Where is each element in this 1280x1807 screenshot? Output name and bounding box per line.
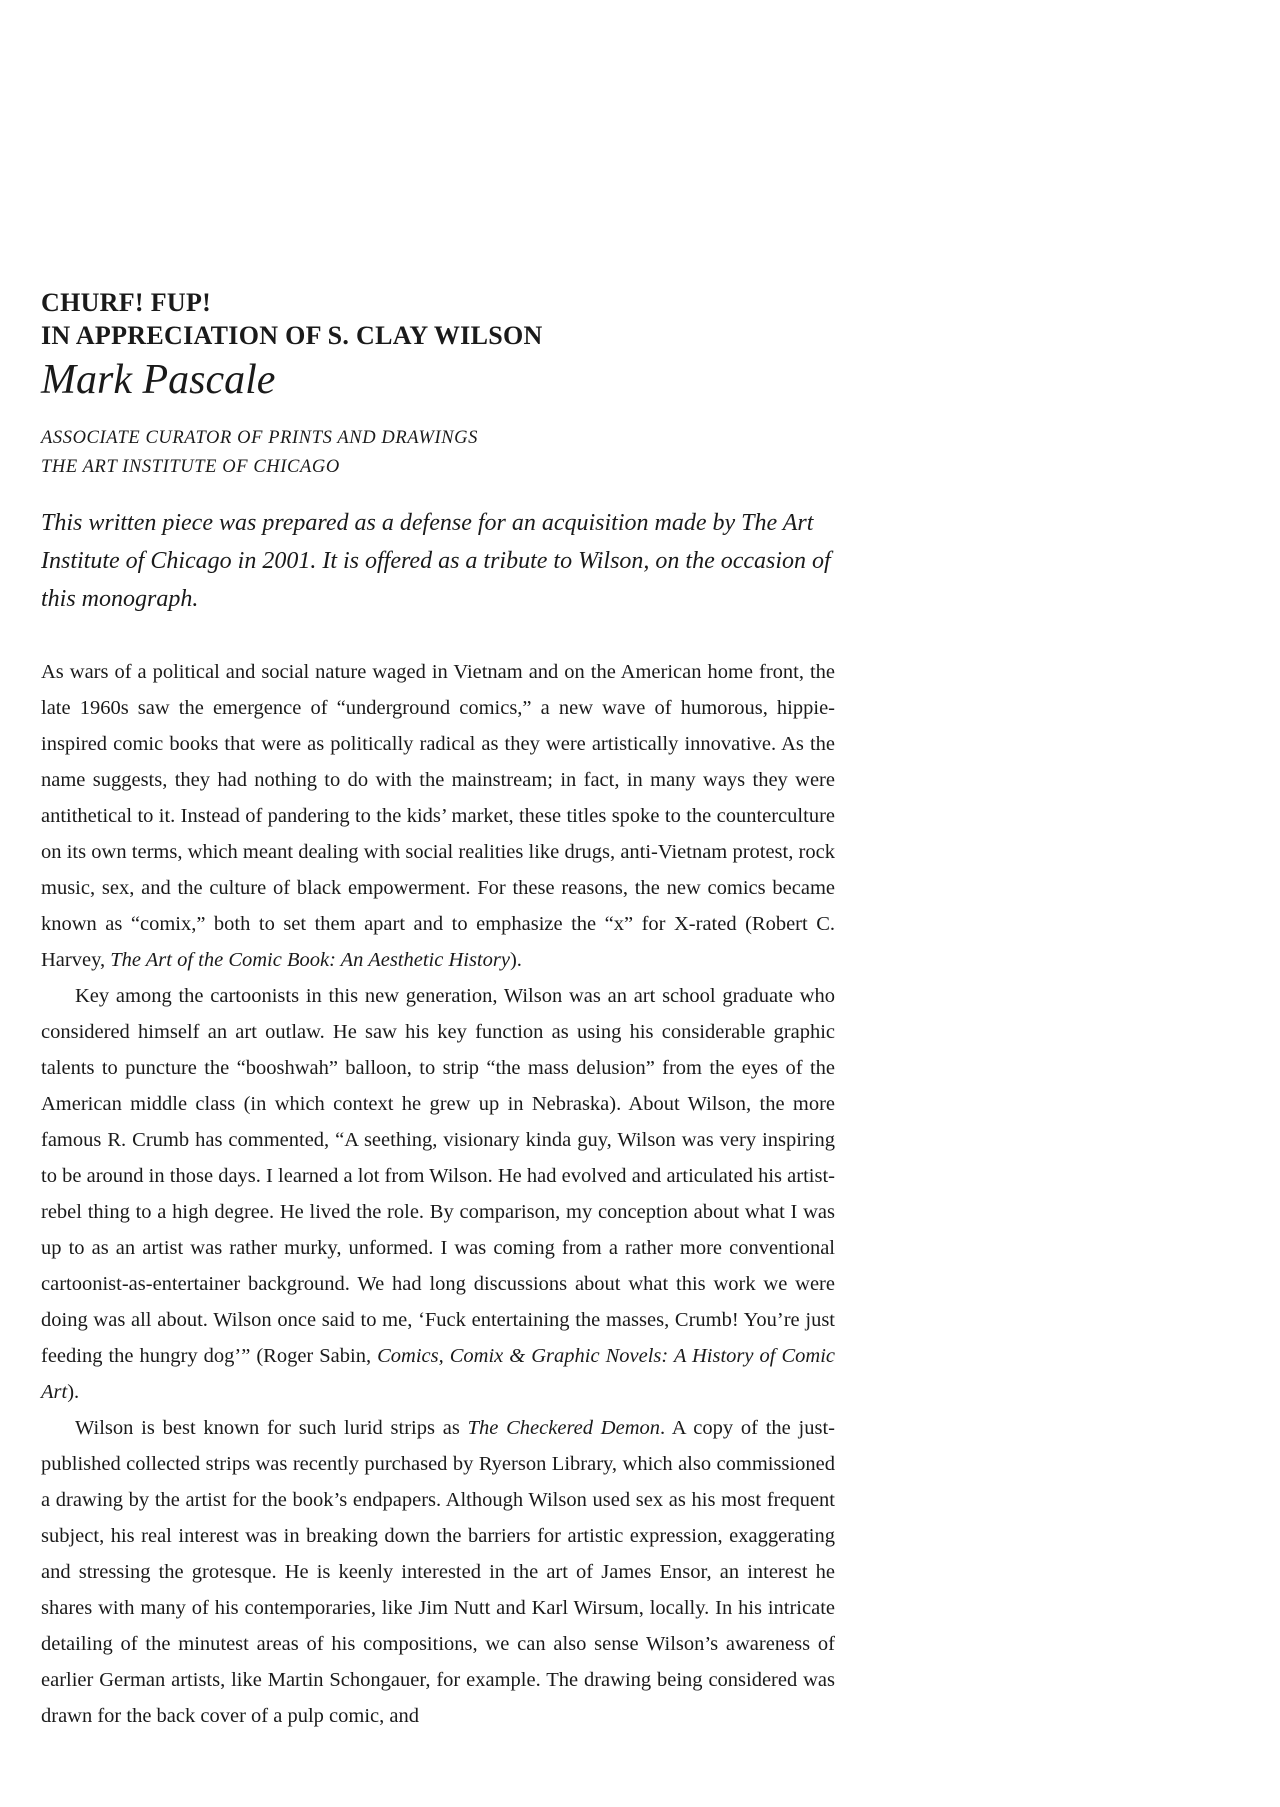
paragraph-3 (41, 1410, 835, 1734)
paragraph-2 (41, 978, 835, 1410)
paragraph-3-rest: . A copy of the just-published collected strips was recently purchased by Ryerson Library, which also commissioned a drawing by the artist for the book’s endpapers. Although Wilson used sex as his most frequent subject, his real interest was in breaking down the barriers for artistic expression, exaggerating and stressing the grotesque. He is keenly interested in the art of James Ensor, an interest he shares with many of his contemporaries, like Jim Nutt and Karl Wirsum, locally. In his intricate detailing of the minutest areas of his compositions, we can also sense Wilson’s awareness of earlier German artists, like Martin Schongauer, for example. The drawing being considered was drawn for the back cover of a pulp comic, and (41, 1417, 835, 1727)
affiliation-line-1: ASSOCIATE CURATOR OF PRINTS AND DRAWINGS (41, 428, 478, 448)
paragraph-3-text: Wilson is best known for such lurid strips as (75, 1417, 468, 1439)
article-body (41, 654, 835, 1734)
paragraph-2-end: ). (67, 1381, 80, 1403)
title-line-2: IN APPRECIATION OF S. CLAY WILSON (41, 321, 543, 350)
affiliation-line-2: THE ART INSTITUTE OF CHICAGO (41, 457, 340, 477)
title-line-1: CHURF! FUP! (41, 288, 212, 317)
citation-harvey: The Art of the Comic Book: An Aesthetic History (110, 949, 510, 971)
author-affiliation (41, 424, 835, 482)
paragraph-1 (41, 654, 835, 978)
article (41, 286, 835, 1734)
paragraph-1-text: As wars of a political and social nature waged in Vietnam and on the American home front, the late 1960s saw the emergence of “underground comics,” a new wave of humorous, hippie-inspired comic books that were as politically radical as they were artistically innovative. As the name suggests, they had nothing to do with the mainstream; in fact, in many ways they were antithetical to it. Instead of pandering to the kids’ market, these titles spoke to the counterculture on its own terms, which meant dealing with social realities like drugs, anti-Vietnam protest, rock music, sex, and the culture of black empowerment. For these reasons, the new comics became known as “comix,” both to set them apart and to emphasize the “x” for X-rated (Robert C. Harvey, (41, 661, 835, 971)
author-name: Mark Pascale (41, 357, 276, 403)
article-title (41, 286, 835, 352)
paragraph-2-text: Key among the cartoonists in this new generation, Wilson was an art school graduate who considered himself an art outlaw. He saw his key function as using his considerable graphic talents to puncture the “booshwah” balloon, to strip “the mass delusion” from the eyes of the American middle class (in which context he grew up in Nebraska). About Wilson, the more famous R. Crumb has commented, “A seething, visionary kinda guy, Wilson was very inspiring to be around in those days. I learned a lot from Wilson. He had evolved and articulated his artist-rebel thing to a high degree. He lived the role. By comparison, my conception about what I was up to as an artist was rather murky, unformed. I was coming from a rather more conventional cartoonist-as-entertainer background. We had long discussions about what this work we were doing was all about. Wilson once said to me, ‘Fuck entertaining the masses, Crumb! You’re just feeding the hungry dog’” (Roger Sabin, (41, 985, 835, 1367)
editorial-note: This written piece was prepared as a defense for an acquisition made by The Art Institute of Chicago in 2001. It is offered as a tribute to Wilson, on the occasion of this monograph. (41, 510, 831, 612)
paragraph-1-end: ). (509, 949, 522, 971)
citation-checkered-demon: The Checkered Demon (467, 1417, 661, 1439)
citation-sabin: Comics, Comix & Graphic Novels: A History of Comic Art (41, 1345, 835, 1403)
